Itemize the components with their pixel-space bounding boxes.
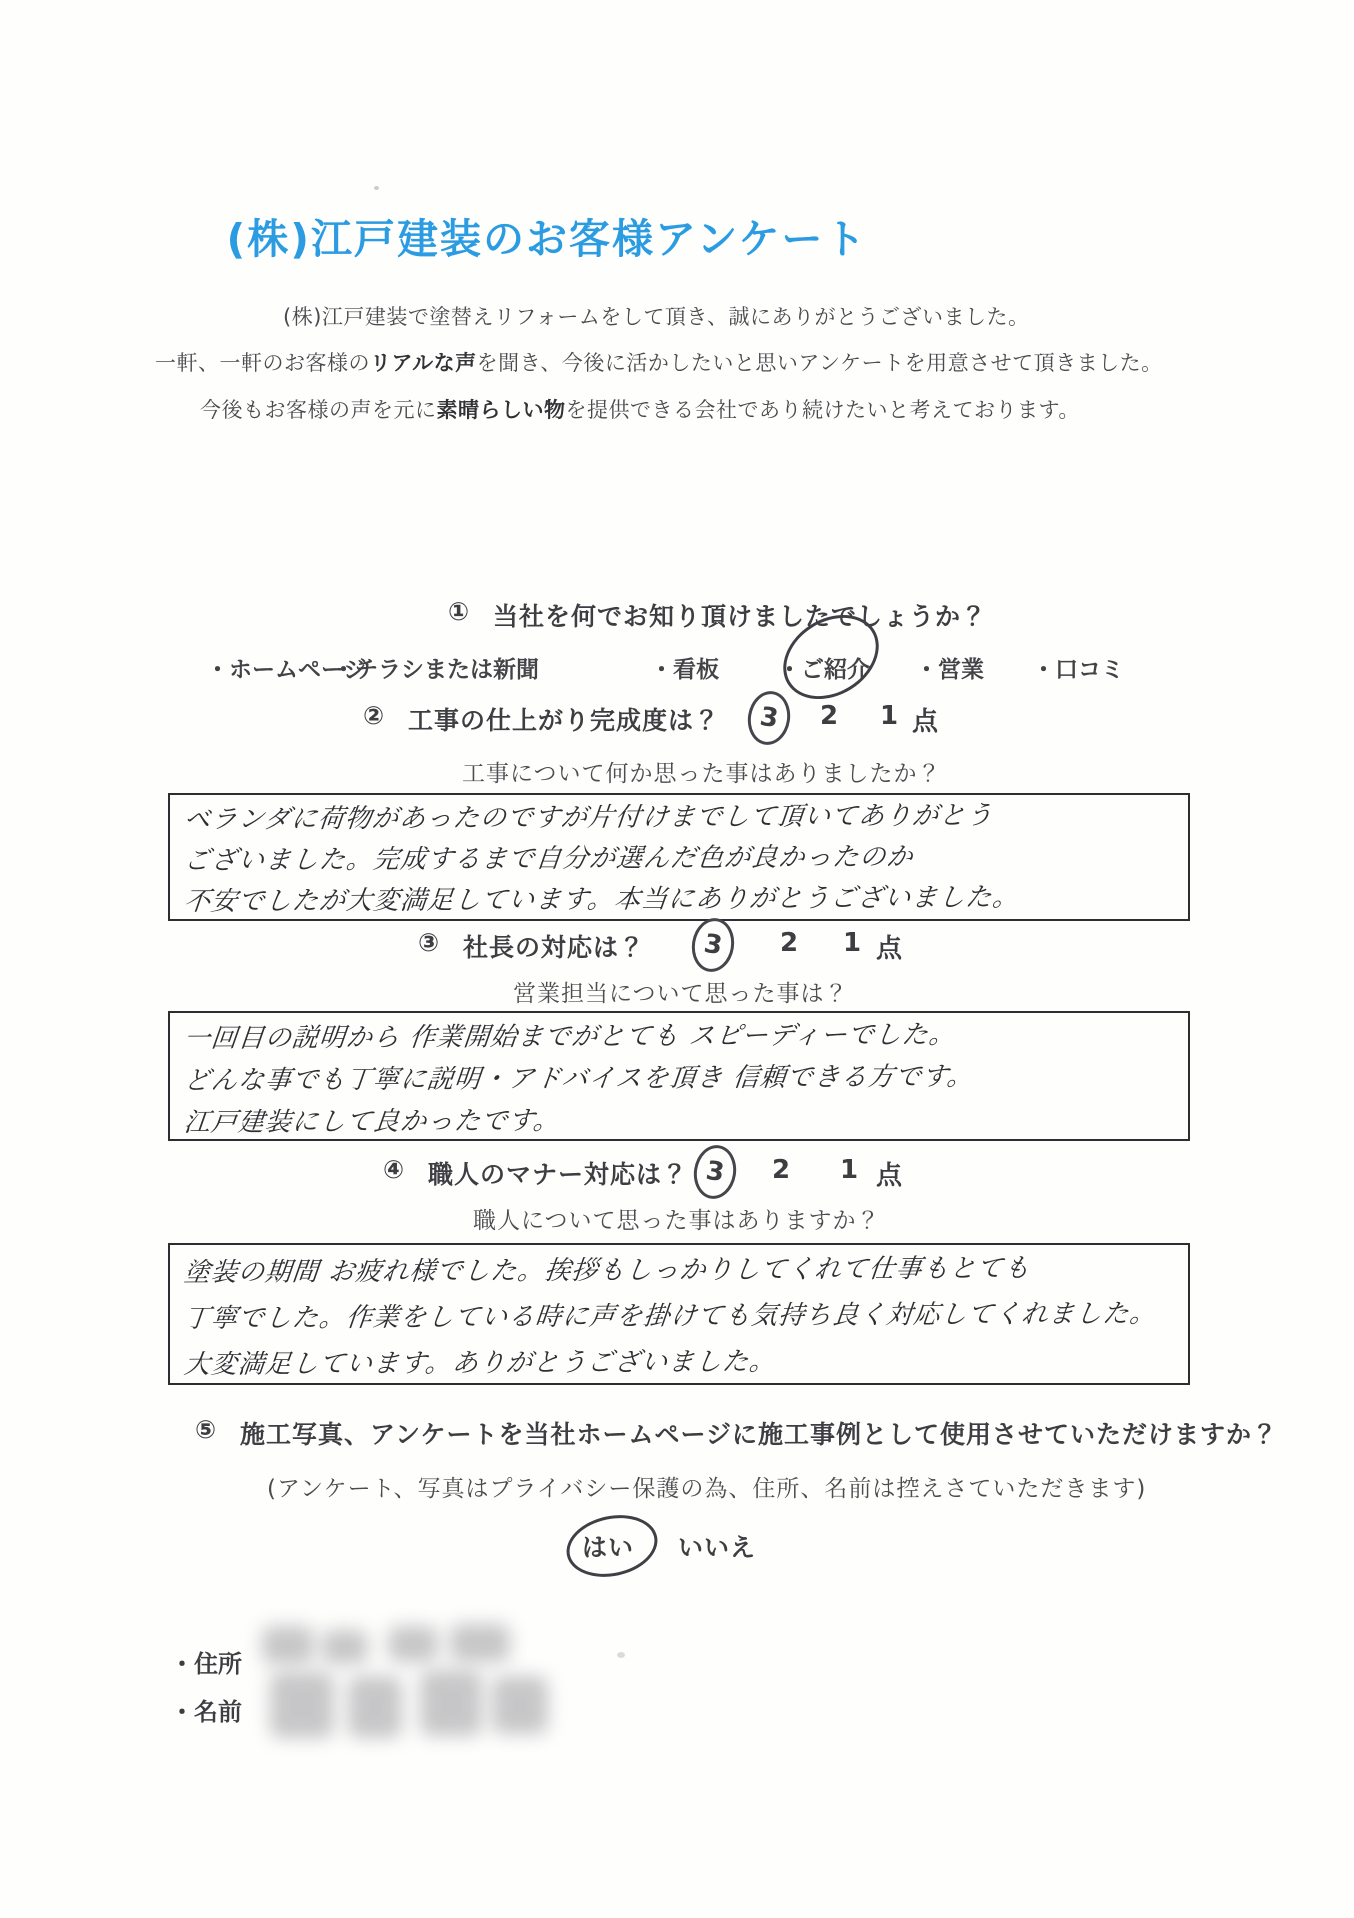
answer-box-craftsmen	[168, 1243, 1190, 1385]
question-5-text: 施工写真、アンケートを当社ホームページに施工事例として使用させていただけますか？	[240, 1420, 1279, 1449]
intro-line-2-post: を聞き、今後に活かしたいと思いアンケートを用意させて頂きました。	[476, 351, 1163, 375]
question-3-number: ③	[418, 928, 440, 957]
handwritten-answer-line: どんな事でも丁寧に説明・アドバイスを頂き 信頼できる方です。	[182, 1061, 976, 1096]
q3-score-2: 2	[780, 928, 799, 958]
q4-score-2: 2	[772, 1155, 791, 1185]
q3-score-3: 3	[701, 928, 725, 962]
q3-score-unit: 点	[876, 934, 903, 964]
consent-no-label: いいえ	[678, 1533, 757, 1562]
redacted-address-blur	[388, 1626, 438, 1662]
handwritten-answer-line: ございました。完成するまで自分が選んだ色が良かったのか	[182, 842, 915, 876]
q2-score-3: 3	[757, 701, 781, 735]
question-3-sub-question: 営業担当について思った事は？	[513, 981, 849, 1007]
consent-yes-label: はい	[582, 1533, 635, 1562]
option-homepage: ・ホームページ	[206, 657, 367, 683]
question-2-text: 工事の仕上がり完成度は？	[408, 706, 721, 735]
option-signboard: ・看板	[650, 657, 719, 683]
question-1-number: ①	[448, 597, 470, 626]
redacted-address-blur	[262, 1626, 314, 1664]
question-2-number: ②	[363, 701, 385, 730]
scan-speck	[374, 186, 379, 190]
privacy-note: (アンケート、写真はプライバシー保護の為、住所、名前は控えさていただきます)	[267, 1476, 1147, 1502]
name-label: ・名前	[170, 1698, 242, 1726]
option-referral-selected	[778, 651, 870, 684]
page-title: (株)江戸建装のお客様アンケート	[226, 215, 868, 263]
intro-line-1: (株)江戸建装で塗替えリフォームをして頂き、誠にありがとうございました。	[283, 305, 1030, 329]
question-5-row	[0, 1415, 1354, 1477]
intro-line-2	[155, 347, 1163, 377]
intro-line-2-emphasis: リアルな声	[370, 351, 477, 375]
question-4-number: ④	[383, 1155, 405, 1184]
intro-line-3-emphasis: 素晴らしい物	[436, 398, 566, 422]
handwritten-circle-score-q4	[690, 1142, 740, 1202]
handwritten-answer-line: 不安でしたが大変満足しています。本当にありがとうございました。	[182, 882, 1021, 917]
q2-score-unit: 点	[912, 707, 939, 737]
address-label: ・住所	[170, 1650, 242, 1678]
option-referral-label: ・ご紹介	[778, 657, 870, 683]
handwritten-circle-score-q3	[688, 915, 738, 975]
q2-score-1: 1	[880, 701, 899, 731]
question-1-row	[0, 597, 1354, 659]
intro-line-3-post: を提供できる会社であり続けたいと考えております。	[565, 398, 1080, 422]
q4-score-3: 3	[703, 1155, 727, 1189]
handwritten-answer-line: 大変満足しています。ありがとうございました。	[182, 1346, 778, 1380]
scan-speck	[617, 1652, 625, 1658]
option-word-of-mouth: ・口コミ	[1032, 657, 1124, 683]
handwritten-answer-line: 丁寧でした。作業をしている時に声を掛けても気持ち良く対応してくれました。	[182, 1298, 1159, 1334]
question-1-text: 当社を何でお知り頂けましたでしょうか？	[493, 602, 988, 631]
handwritten-answer-line: 一回目の説明から 作業開始までがとても スピーディーでした。	[182, 1019, 958, 1054]
redacted-name-blur	[348, 1676, 402, 1738]
handwritten-answer-line: ベランダに荷物があったのですが片付けまでして頂いてありがとう	[182, 800, 995, 835]
question-2-row	[0, 701, 1354, 763]
consent-row	[0, 1528, 1354, 1590]
handwritten-answer-line: 江戸建装にして良かったです。	[182, 1106, 562, 1138]
consent-yes-selected	[582, 1528, 634, 1564]
redacted-name-blur	[270, 1672, 334, 1738]
q4-score-1: 1	[840, 1155, 859, 1185]
redacted-address-blur	[322, 1630, 368, 1664]
q4-score-unit: 点	[876, 1161, 903, 1191]
q3-score-1: 1	[843, 928, 862, 958]
question-5-number: ⑤	[195, 1415, 217, 1444]
intro-line-3	[200, 394, 1080, 424]
intro-line-3-pre: 今後もお客様の声を元に	[200, 398, 437, 422]
redacted-name-blur	[492, 1676, 548, 1734]
option-flyer-newspaper: ・チラシまたは新聞	[332, 657, 539, 683]
q2-score-2: 2	[820, 701, 839, 731]
handwritten-answer-line: 塗装の期間 お疲れ様でした。挨拶もしっかりしてくれて仕事もとても	[182, 1253, 1033, 1288]
answer-box-construction	[168, 793, 1190, 921]
question-3-text: 社長の対応は？	[463, 933, 646, 962]
question-4-sub-question: 職人について思った事はありますか？	[473, 1208, 881, 1234]
option-sales: ・営業	[915, 657, 984, 683]
redacted-address-blur	[450, 1624, 510, 1662]
answer-box-sales	[168, 1011, 1190, 1141]
question-2-sub-question: 工事について何か思った事はありましたか？	[462, 761, 942, 787]
question-4-text: 職人のマナー対応は？	[428, 1160, 689, 1189]
redacted-name-blur	[420, 1670, 482, 1736]
intro-line-2-pre: 一軒、一軒のお客様の	[155, 351, 370, 375]
